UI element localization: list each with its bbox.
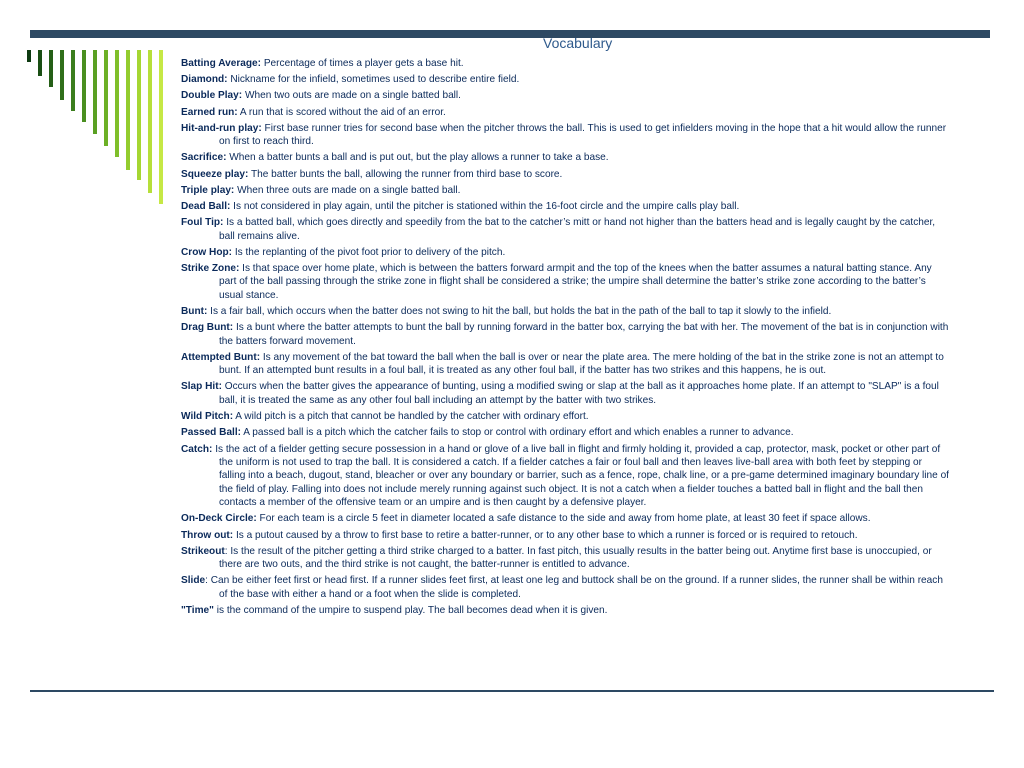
vocab-entry [181,426,951,439]
vocab-entry [181,106,951,119]
stripe [148,50,152,193]
vocab-definition: Is not considered in play again, until the pitcher is stationed within the 16-foot circle and the umpire calls play ball. [230,201,740,213]
stripe [137,50,141,180]
vocab-definition: Is a putout caused by a throw to first base to retire a batter-runner, or to any other base to which a runner is forced or is required to retouch. [233,529,858,541]
vocab-definition: A passed ball is a pitch which the catcher fails to stop or control with ordinary effort and which enables a runner to advance. [241,427,794,439]
vocab-term: Catch: [181,443,213,455]
stripe [82,50,86,122]
vocab-term: Slap Hit: [181,381,222,393]
vocab-term: Foul Tip: [181,217,224,229]
vocab-entry [181,122,951,149]
vocab-term: Bunt: [181,306,208,318]
vocab-term: Diamond: [181,74,228,86]
vocab-definition: Nickname for the infield, sometimes used to describe entire field. [227,74,520,86]
vocab-term: Drag Bunt: [181,322,234,334]
vocab-entry [181,529,951,542]
vocab-term: Passed Ball: [181,427,242,439]
vocab-entry [181,262,951,302]
vocab-term: Triple play: [181,184,235,196]
vocabulary-list [181,57,951,620]
vocab-definition: Occurs when the batter gives the appearance of bunting, using a modified swing or slap at the ball as it approaches home plate. If an attempt to "SLAP" is a foul ball, it is treated the same as any other foul ball including an attempt by the batter with two strikes. [219,381,939,406]
vocab-entry [181,89,951,102]
vocab-entry [181,545,951,572]
vocab-definition: Is any movement of the bat toward the ball when the ball is over or near the plate area. The mere holding of the bat in the strike zone is not an attempt to bunt. If an attempted bunt results in a foul ball, it is treated as any other foul ball, if the batter has two strikes and this happens, he is out. [219,351,944,377]
vocab-definition: : Can be either feet first or head first. If a runner slides feet first, at least one leg and buttock shall be on the ground. If a runner slides, the runner shall be within reach of the base with either a hand or a foot when the slide is completed. [205,575,943,600]
decorative-stripes [0,0,170,220]
vocab-definition: Is a bunt where the batter attempts to bunt the ball by running forward in the batter box, carrying the bat with her. The movement of the bat is in conjunction with the batters forward movement. [219,322,949,347]
stripe [159,50,163,204]
slide-title: Vocabulary [543,35,613,51]
vocab-definition: When three outs are made on a single batted ball. [234,184,461,196]
vocab-definition: A wild pitch is a pitch that cannot be handled by the catcher with ordinary effort. [233,411,589,423]
vocab-entry [181,184,951,197]
vocab-term: "Time" [181,604,214,616]
vocab-entry [181,443,951,510]
vocab-entry [181,57,951,70]
vocab-entry [181,604,951,617]
vocab-term: Batting Average: [181,58,262,69]
vocab-term: Squeeze play: [181,168,249,180]
stripe [126,50,130,170]
vocab-definition: Is the replanting of the pivot foot prior to delivery of the pitch. [232,246,506,258]
vocab-entry [181,73,951,86]
vocab-term: Crow Hop: [181,246,233,258]
vocab-term: Hit-and-run play: [181,122,262,134]
vocab-definition: When two outs are made on a single batted ball. [242,90,461,102]
vocab-term: Attempted Bunt: [181,351,261,363]
stripe [60,50,64,100]
vocab-term: Sacrifice: [181,152,227,164]
vocab-term: Strike Zone: [181,263,240,275]
stripe [71,50,75,111]
vocab-definition: is the command of the umpire to suspend play. The ball becomes dead when it is given. [213,604,608,616]
vocab-definition: When a batter bunts a ball and is put out, but the play allows a runner to take a base. [226,152,609,164]
vocab-entry [181,246,951,259]
vocab-definition: A run that is scored without the aid of an error. [237,106,446,118]
vocab-definition: Is that space over home plate, which is between the batters forward armpit and the top of the knees when the batter assumes a natural batting stance. Any part of the ball passing through the strike zone in flight shall be considered a strike; the umpire shall determine the batter’s strike zone according to the batter’s usual stance. [219,263,932,301]
stripe [27,50,31,62]
vocab-entry [181,574,951,601]
vocab-entry [181,380,951,407]
vocab-entry [181,168,951,181]
vocab-definition: Is a fair ball, which occurs when the batter does not swing to hit the ball, but holds the bat in the path of the ball to tap it slowly to the infield. [207,306,832,318]
vocab-entry [181,351,951,378]
vocab-entry [181,512,951,525]
vocab-term: Double Play: [181,90,243,102]
header-bar [30,30,990,38]
vocab-definition: : Is the result of the pitcher getting a third strike charged to a batter. In fast pitch, this usually results in the batter being out. Anytime first base is unoccupied, or there are two outs, and the third strike is not caught, the batter-runner is entitled to advance. [219,545,932,571]
vocab-entry [181,216,951,243]
vocab-definition: Is a batted ball, which goes directly and speedily from the bat to the catcher’s mitt or hand not higher than the batters head and is legally caught by the catcher, ball remains alive. [219,217,936,242]
vocab-definition: The batter bunts the ball, allowing the runner from third base to score. [248,168,563,180]
vocab-term: On-Deck Circle: [181,513,257,525]
footer-rule [30,690,994,692]
stripe [38,50,42,76]
vocab-term: Wild Pitch: [181,411,234,423]
vocab-term: Slide [181,575,206,587]
vocab-definition: For each team is a circle 5 feet in diameter located a safe distance to the side and away from home plate, at least 30 feet if space allows. [256,513,871,525]
vocab-term: Dead Ball: [181,201,231,213]
stripe [49,50,53,87]
vocab-term: Earned run: [181,106,238,118]
vocab-term: Throw out: [181,529,234,541]
vocab-entry [181,200,951,213]
vocab-definition: Percentage of times a player gets a base hit. [261,58,464,69]
vocab-definition: Is the act of a fielder getting secure possession in a hand or glove of a live ball in flight and firmly holding it, provided a cap, protector, mask, pocket or other part of the uniform is not used to trap the ball. It is considered a catch. If a fielder catches a fair or foul ball and then leaves live-ball area with both feet by stepping or falling into a beach, dugout, stand, bleacher or over any boundary or barrier, such as a fence, rope, chalk line, or a pre-game determined imaginary boundary line of the field of play. Falling into does not include merely running against such object. It is not a catch when a fielder touches a batted ball in flight and the ball then contacts a member of the offensive team or an umpire and is then caught by a defensive player. [212,443,949,509]
stripe [93,50,97,134]
stripe [115,50,119,157]
vocab-entry [181,305,951,318]
vocab-definition: First base runner tries for second base when the pitcher throws the ball. This is used to get infielders moving in the hope that a hit would allow the runner on first to reach third. [219,122,947,148]
vocab-term: Strikeout [181,545,225,557]
vocab-entry [181,321,951,348]
vocab-entry [181,151,951,164]
stripe [104,50,108,146]
vocab-entry [181,410,951,423]
